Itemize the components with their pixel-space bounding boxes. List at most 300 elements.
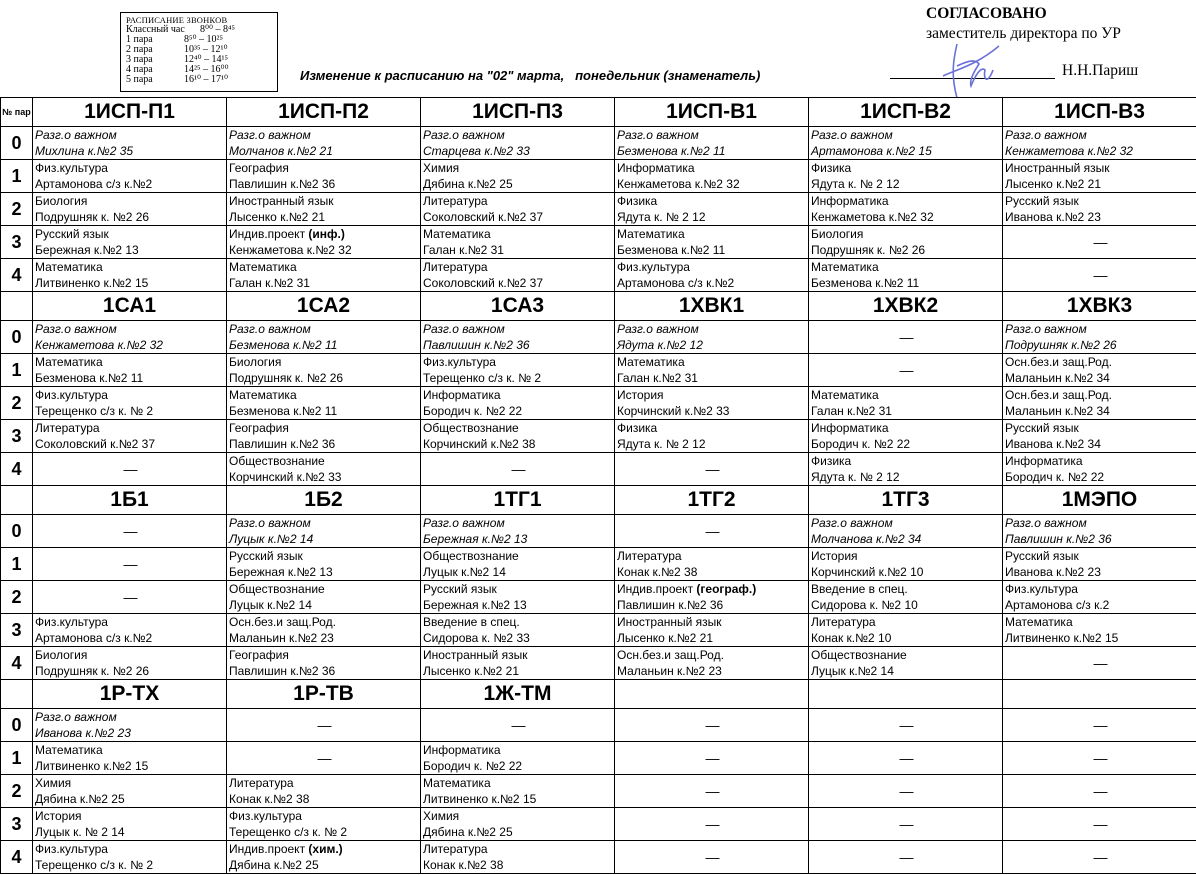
lesson-subject-line	[811, 647, 1002, 663]
lesson-subject: Информатика	[423, 743, 501, 757]
lesson-cell	[615, 614, 809, 647]
lesson-row	[1, 354, 1196, 387]
group-header-row	[1, 680, 1196, 709]
lesson-teacher-room: Кенжаметова к.№2 32	[35, 338, 163, 352]
lesson-teacher-room: Дябина к.№2 25	[35, 792, 125, 806]
group-header-row	[1, 292, 1196, 321]
lesson-cell	[809, 647, 1003, 680]
empty-lesson-cell	[1003, 647, 1196, 680]
group-name: 1ХВК1	[615, 292, 809, 321]
lesson-cell	[615, 321, 809, 354]
lesson-subject: История	[617, 388, 664, 402]
lesson-cell	[227, 614, 421, 647]
lesson-subject: Литература	[229, 776, 294, 790]
lesson-cell	[227, 581, 421, 614]
lesson-subject-line	[1005, 127, 1196, 143]
lesson-teacher-room: Безменова к.№2 11	[617, 144, 726, 158]
pair-number: 4	[1, 453, 33, 486]
lesson-subject: Физ.культура	[35, 388, 108, 402]
lesson-teacher-room: Бородич к. №2 22	[811, 437, 911, 451]
lesson-subject: Математика	[1005, 615, 1073, 629]
lesson-subject-line	[1005, 387, 1196, 403]
lesson-teacher-room: Ядута к. № 2 12	[617, 437, 706, 451]
lesson-cell	[421, 581, 615, 614]
dash-mark: —	[511, 460, 526, 477]
lesson-subject-line	[811, 193, 1002, 209]
lesson-teacher-room: Безменова к.№2 11	[35, 371, 144, 385]
bell-row-time: 10³⁵ – 12¹⁰	[184, 44, 228, 55]
lesson-teacher-room: Павлишин к.№2 36	[229, 664, 336, 678]
pair-number: 2	[1, 581, 33, 614]
lesson-subject-line	[229, 226, 420, 242]
lesson-subject: Обществознание	[229, 582, 325, 596]
lesson-teacher-room: Павлишин к.№2 36	[229, 437, 336, 451]
lesson-cell	[33, 420, 227, 453]
lesson-subject: Химия	[423, 161, 460, 175]
lesson-subject-line	[423, 614, 614, 630]
empty-lesson-cell	[809, 841, 1003, 874]
lesson-teacher-room: Ядута к.№2 12	[617, 338, 703, 352]
empty-lesson-cell	[809, 742, 1003, 775]
lesson-subject: Русский язык	[229, 549, 303, 563]
lesson-teacher-room: Бородич к. №2 22	[423, 404, 523, 418]
lesson-teacher-room: Терещенко с/з к. № 2	[229, 825, 348, 839]
lesson-row	[1, 548, 1196, 581]
lesson-subject: Разг.о важном	[617, 322, 699, 336]
lesson-cell	[809, 420, 1003, 453]
lesson-teacher-room: Соколовский к.№2 37	[423, 276, 543, 290]
empty-lesson-cell	[33, 548, 227, 581]
lesson-cell	[421, 354, 615, 387]
lesson-subject: Биология	[35, 194, 88, 208]
lesson-subject: Разг.о важном	[1005, 322, 1087, 336]
lesson-teacher-room: Маланьин к.№2 34	[1005, 371, 1110, 385]
lesson-subject-line	[229, 127, 420, 143]
lesson-subject-line	[423, 548, 614, 564]
lesson-teacher-room: Бородич к. №2 22	[423, 759, 523, 773]
empty-lesson-cell	[1003, 259, 1196, 292]
bell-row-time: 14²⁵ – 16⁰⁰	[184, 64, 229, 75]
lesson-subject-line	[423, 127, 614, 143]
lesson-teacher-room: Молчанова к.№2 34	[811, 532, 922, 546]
group-name: 1ХВК2	[809, 292, 1003, 321]
lesson-cell	[421, 160, 615, 193]
lesson-subject: Разг.о важном	[35, 128, 117, 142]
lesson-subject: Иностранный язык	[229, 194, 334, 208]
lesson-cell	[33, 193, 227, 226]
pair-number: 0	[1, 127, 33, 160]
lesson-subject: Биология	[35, 648, 88, 662]
lesson-subject-line	[35, 614, 226, 630]
lesson-teacher-room: Безменова к.№2 11	[229, 404, 338, 418]
lesson-subject-line	[811, 581, 1002, 597]
lesson-cell	[33, 226, 227, 259]
lesson-cell	[421, 614, 615, 647]
lesson-subject-line	[423, 808, 614, 824]
lesson-cell	[227, 354, 421, 387]
lesson-cell	[227, 808, 421, 841]
lesson-subject: Математика	[617, 355, 685, 369]
lesson-subject-line	[35, 775, 226, 791]
lesson-subject-line	[1005, 581, 1196, 597]
lesson-subject-line	[423, 193, 614, 209]
lesson-subject-line	[617, 127, 808, 143]
lesson-cell	[809, 160, 1003, 193]
lesson-subject-line	[811, 420, 1002, 436]
lesson-subject: Математика	[811, 260, 879, 274]
lesson-teacher-room: Артамонова с/з к.№2	[35, 631, 153, 645]
lesson-subject-line	[423, 581, 614, 597]
dash-mark: —	[899, 782, 914, 799]
lesson-teacher-room: Безменова к.№2 11	[229, 338, 338, 352]
lesson-teacher-room: Луцык к. № 2 14	[35, 825, 125, 839]
group-name: 1ИСП-В3	[1003, 98, 1196, 127]
lesson-subject-line	[617, 193, 808, 209]
lesson-teacher-room: Иванова к.№2 34	[1005, 437, 1101, 451]
lesson-cell	[421, 647, 615, 680]
bell-schedule-title: РАСПИСАНИЕ ЗВОНКОВ	[126, 15, 228, 25]
empty-lesson-cell	[1003, 709, 1196, 742]
lesson-subject-line	[423, 515, 614, 531]
empty-lesson-cell	[615, 453, 809, 486]
pair-number: 2	[1, 193, 33, 226]
lesson-subject: Физ.культура	[35, 842, 108, 856]
lesson-cell	[809, 581, 1003, 614]
lesson-cell	[809, 453, 1003, 486]
lesson-subject-line	[229, 647, 420, 663]
lesson-subject-line	[617, 354, 808, 370]
group-name: 1ИСП-В1	[615, 98, 809, 127]
lesson-teacher-room: Корчинский к.№2 33	[617, 404, 730, 418]
dash-mark: —	[1093, 848, 1108, 865]
lesson-cell	[809, 193, 1003, 226]
lesson-subject-line	[617, 647, 808, 663]
dash-mark: —	[899, 815, 914, 832]
lesson-cell	[33, 127, 227, 160]
lesson-subject-line	[229, 387, 420, 403]
lesson-cell	[421, 193, 615, 226]
lesson-subject-line	[35, 193, 226, 209]
handwritten-signature	[935, 36, 1005, 106]
lesson-subject-line	[35, 354, 226, 370]
lesson-subject-line	[1005, 515, 1196, 531]
lesson-subject-line	[811, 387, 1002, 403]
lesson-subject-line	[229, 775, 420, 791]
empty-lesson-cell	[615, 709, 809, 742]
dash-mark: —	[1093, 233, 1108, 250]
lesson-cell	[227, 548, 421, 581]
lesson-teacher-room: Артамонова с/з к.2	[1005, 598, 1110, 612]
lesson-row	[1, 453, 1196, 486]
dash-mark: —	[705, 749, 720, 766]
bell-row	[126, 75, 277, 85]
lesson-cell	[1003, 321, 1196, 354]
bell-row-name: Классный час	[126, 24, 185, 35]
lesson-cell	[809, 226, 1003, 259]
lesson-subject: Литература	[423, 260, 488, 274]
lesson-subject-line	[1005, 548, 1196, 564]
empty-lesson-cell	[615, 515, 809, 548]
lesson-teacher-room: Соколовский к.№2 37	[35, 437, 155, 451]
lesson-teacher-room: Кенжаметова к.№2 32	[617, 177, 740, 191]
lesson-teacher-room: Павлишин к.№2 36	[1005, 532, 1112, 546]
lesson-subject-line	[423, 775, 614, 791]
lesson-subject: Русский язык	[1005, 194, 1079, 208]
lesson-subject: Русский язык	[1005, 549, 1079, 563]
dash-mark: —	[705, 522, 720, 539]
lesson-cell	[1003, 354, 1196, 387]
lesson-cell	[1003, 420, 1196, 453]
lesson-teacher-room: Подрушняк к. №2 26	[35, 210, 150, 224]
lesson-subject: География	[229, 648, 289, 662]
lesson-subject: Разг.о важном	[229, 516, 311, 530]
lesson-teacher-room: Маланьин к.№2 23	[229, 631, 334, 645]
lesson-cell	[809, 127, 1003, 160]
lesson-teacher-room: Маланьин к.№2 23	[617, 664, 722, 678]
lesson-row	[1, 127, 1196, 160]
lesson-subject: Разг.о важном	[423, 322, 505, 336]
empty-lesson-cell	[33, 453, 227, 486]
lesson-teacher-room: Луцык к.№2 14	[229, 598, 312, 612]
lesson-cell	[421, 742, 615, 775]
lesson-teacher-room: Ядута к. № 2 12	[811, 177, 900, 191]
lesson-subject-line	[423, 259, 614, 275]
dash-mark: —	[705, 815, 720, 832]
lesson-subject: Иностранный язык	[1005, 161, 1110, 175]
lesson-subject: Физика	[811, 454, 852, 468]
empty-lesson-cell	[615, 808, 809, 841]
dash-mark: —	[511, 716, 526, 733]
lesson-cell	[615, 354, 809, 387]
bell-row-name: 2 пара	[126, 44, 153, 55]
lesson-cell	[615, 420, 809, 453]
lesson-cell	[421, 808, 615, 841]
lesson-teacher-room: Корчинский к.№2 10	[811, 565, 924, 579]
group-name: 1ИСП-П2	[227, 98, 421, 127]
dash-mark: —	[123, 588, 138, 605]
lesson-subject-line	[1005, 453, 1196, 469]
lesson-cell	[1003, 193, 1196, 226]
lesson-subject: Разг.о важном	[1005, 128, 1087, 142]
lesson-subject-line	[229, 614, 420, 630]
approval-heading: СОГЛАСОВАНО	[926, 5, 1047, 22]
lesson-teacher-room: Кенжаметова к.№2 32	[229, 243, 352, 257]
lesson-cell	[615, 127, 809, 160]
pair-number: 4	[1, 259, 33, 292]
group-name: 1Ж-ТМ	[421, 680, 615, 709]
lesson-cell	[1003, 453, 1196, 486]
empty-lesson-cell	[1003, 841, 1196, 874]
lesson-subject: Математика	[617, 227, 685, 241]
lesson-cell	[1003, 515, 1196, 548]
dash-mark: —	[123, 522, 138, 539]
lesson-subject-line	[229, 321, 420, 337]
lesson-subject-line	[229, 581, 420, 597]
lesson-teacher-room: Сидорова к. №2 10	[811, 598, 918, 612]
lesson-teacher-room: Павлишин к.№2 36	[229, 177, 336, 191]
bell-row-time: 8⁰⁰ – 8⁴⁵	[200, 24, 235, 35]
lesson-subject-line	[811, 259, 1002, 275]
lesson-cell	[227, 160, 421, 193]
lesson-subject-line	[1005, 614, 1196, 630]
lesson-cell	[421, 775, 615, 808]
lesson-subject: Информатика	[811, 421, 889, 435]
lesson-teacher-room: Лысенко к.№2 21	[229, 210, 326, 224]
empty-lesson-cell	[809, 775, 1003, 808]
lesson-subject-line	[229, 548, 420, 564]
lesson-subject: Физика	[617, 421, 658, 435]
lesson-cell	[1003, 548, 1196, 581]
pair-number: 4	[1, 647, 33, 680]
lesson-teacher-room: Конак к.№2 38	[229, 792, 310, 806]
lesson-subject-line	[811, 548, 1002, 564]
dash-mark: —	[1093, 654, 1108, 671]
empty-lesson-cell	[1003, 226, 1196, 259]
dash-mark: —	[705, 716, 720, 733]
pair-number-header: № пар	[1, 98, 33, 127]
empty-lesson-cell	[615, 742, 809, 775]
lesson-teacher-room: Артамонова с/з к.№2	[35, 177, 153, 191]
group-name: 1Б1	[33, 486, 227, 515]
lesson-row	[1, 226, 1196, 259]
lesson-teacher-room: Павлишин к.№2 36	[617, 598, 724, 612]
pair-number: 1	[1, 160, 33, 193]
dash-mark: —	[317, 716, 332, 733]
lesson-cell	[615, 160, 809, 193]
lesson-subject-line	[617, 226, 808, 242]
bell-row-time: 8⁵⁰ – 10²⁵	[184, 34, 223, 45]
lesson-cell	[33, 647, 227, 680]
lesson-subject: Русский язык	[35, 227, 109, 241]
lesson-subject: Индив.проект	[229, 842, 309, 856]
lesson-subject: Индив.проект	[617, 582, 697, 596]
lesson-teacher-room: Бережная к.№2 13	[423, 598, 527, 612]
lesson-subject-line	[35, 841, 226, 857]
pair-number: 0	[1, 321, 33, 354]
lesson-subject: Химия	[35, 776, 72, 790]
lesson-subject: Информатика	[423, 388, 501, 402]
lesson-cell	[615, 581, 809, 614]
lesson-subject: Разг.о важном	[229, 128, 311, 142]
lesson-cell	[33, 387, 227, 420]
dash-mark: —	[705, 848, 720, 865]
lesson-cell	[615, 647, 809, 680]
lesson-teacher-room: Старцева к.№2 33	[423, 144, 530, 158]
lesson-teacher-room: Иванова к.№2 23	[1005, 565, 1101, 579]
lesson-subject-line	[229, 420, 420, 436]
lesson-teacher-room: Лысенко к.№2 21	[423, 664, 520, 678]
lesson-teacher-room: Павлишин к.№2 36	[423, 338, 530, 352]
lesson-subject: Математика	[35, 743, 103, 757]
dash-mark: —	[705, 782, 720, 799]
lesson-subject-line	[423, 160, 614, 176]
group-name: 1ТГ2	[615, 486, 809, 515]
pair-number: 1	[1, 354, 33, 387]
lesson-subject: Обществознание	[811, 648, 907, 662]
lesson-subject-line	[423, 647, 614, 663]
lesson-row	[1, 614, 1196, 647]
lesson-subject-line	[1005, 193, 1196, 209]
dash-mark: —	[123, 555, 138, 572]
pair-number: 0	[1, 515, 33, 548]
lesson-subject: Физ.культура	[35, 615, 108, 629]
lesson-cell	[33, 321, 227, 354]
lesson-subject-line	[811, 453, 1002, 469]
dash-mark: —	[1093, 266, 1108, 283]
lesson-row	[1, 581, 1196, 614]
lesson-teacher-room: Иванова к.№2 23	[1005, 210, 1101, 224]
pair-number-header-empty	[1, 680, 33, 709]
lesson-subject-line	[35, 226, 226, 242]
lesson-cell	[33, 841, 227, 874]
lesson-teacher-room: Бережная к.№2 13	[423, 532, 528, 546]
bell-row-time: 12⁴⁰ – 14¹⁵	[184, 54, 228, 65]
empty-lesson-cell	[1003, 775, 1196, 808]
lesson-subject-note: (инф.)	[308, 227, 345, 241]
lesson-teacher-room: Конак к.№2 38	[423, 858, 504, 872]
empty-lesson-cell	[33, 581, 227, 614]
pair-number-header-empty	[1, 292, 33, 321]
lesson-subject: Разг.о важном	[35, 322, 117, 336]
lesson-subject: Разг.о важном	[811, 516, 893, 530]
dash-mark: —	[123, 460, 138, 477]
lesson-row	[1, 709, 1196, 742]
lesson-teacher-room: Луцык к.№2 14	[811, 664, 894, 678]
empty-lesson-cell	[1003, 742, 1196, 775]
group-name: 1Р-ТХ	[33, 680, 227, 709]
lesson-subject: География	[229, 161, 289, 175]
lesson-subject: Введение в спец.	[423, 615, 520, 629]
lesson-subject-line	[35, 808, 226, 824]
bell-row-name: 1 пара	[126, 34, 153, 45]
lesson-cell	[1003, 127, 1196, 160]
lesson-subject: Математика	[423, 776, 491, 790]
group-name: 1Б2	[227, 486, 421, 515]
lesson-cell	[33, 709, 227, 742]
lesson-cell	[615, 548, 809, 581]
lesson-subject: Разг.о важном	[423, 516, 505, 530]
lesson-subject: Информатика	[617, 161, 695, 175]
lesson-cell	[421, 515, 615, 548]
lesson-subject: Физ.культура	[35, 161, 108, 175]
lesson-cell	[421, 387, 615, 420]
lesson-subject: Осн.без.и защ.Род.	[229, 615, 336, 629]
lesson-teacher-room: Иванова к.№2 23	[35, 726, 131, 740]
lesson-teacher-room: Литвиненко к.№2 15	[35, 276, 149, 290]
lesson-subject: Литература	[811, 615, 876, 629]
lesson-subject-line	[229, 160, 420, 176]
empty-lesson-cell	[809, 354, 1003, 387]
dash-mark: —	[899, 361, 914, 378]
lesson-subject-line	[229, 354, 420, 370]
lesson-subject-line	[35, 321, 226, 337]
lesson-row	[1, 515, 1196, 548]
lesson-subject: Физ.культура	[617, 260, 690, 274]
lesson-subject: Осн.без.и защ.Род.	[617, 648, 724, 662]
lesson-teacher-room: Терещенко с/з к. № 2	[423, 371, 542, 385]
lesson-subject: Физ.культура	[1005, 582, 1078, 596]
bell-row-name: 5 пара	[126, 74, 153, 85]
lesson-subject: Литература	[35, 421, 100, 435]
empty-lesson-cell	[1003, 808, 1196, 841]
lesson-subject: Физика	[811, 161, 852, 175]
dash-mark: —	[1093, 716, 1108, 733]
lesson-cell	[33, 808, 227, 841]
group-name	[615, 680, 809, 709]
lesson-subject-line	[229, 808, 420, 824]
lesson-subject-line	[617, 581, 808, 597]
lesson-subject-line	[1005, 160, 1196, 176]
